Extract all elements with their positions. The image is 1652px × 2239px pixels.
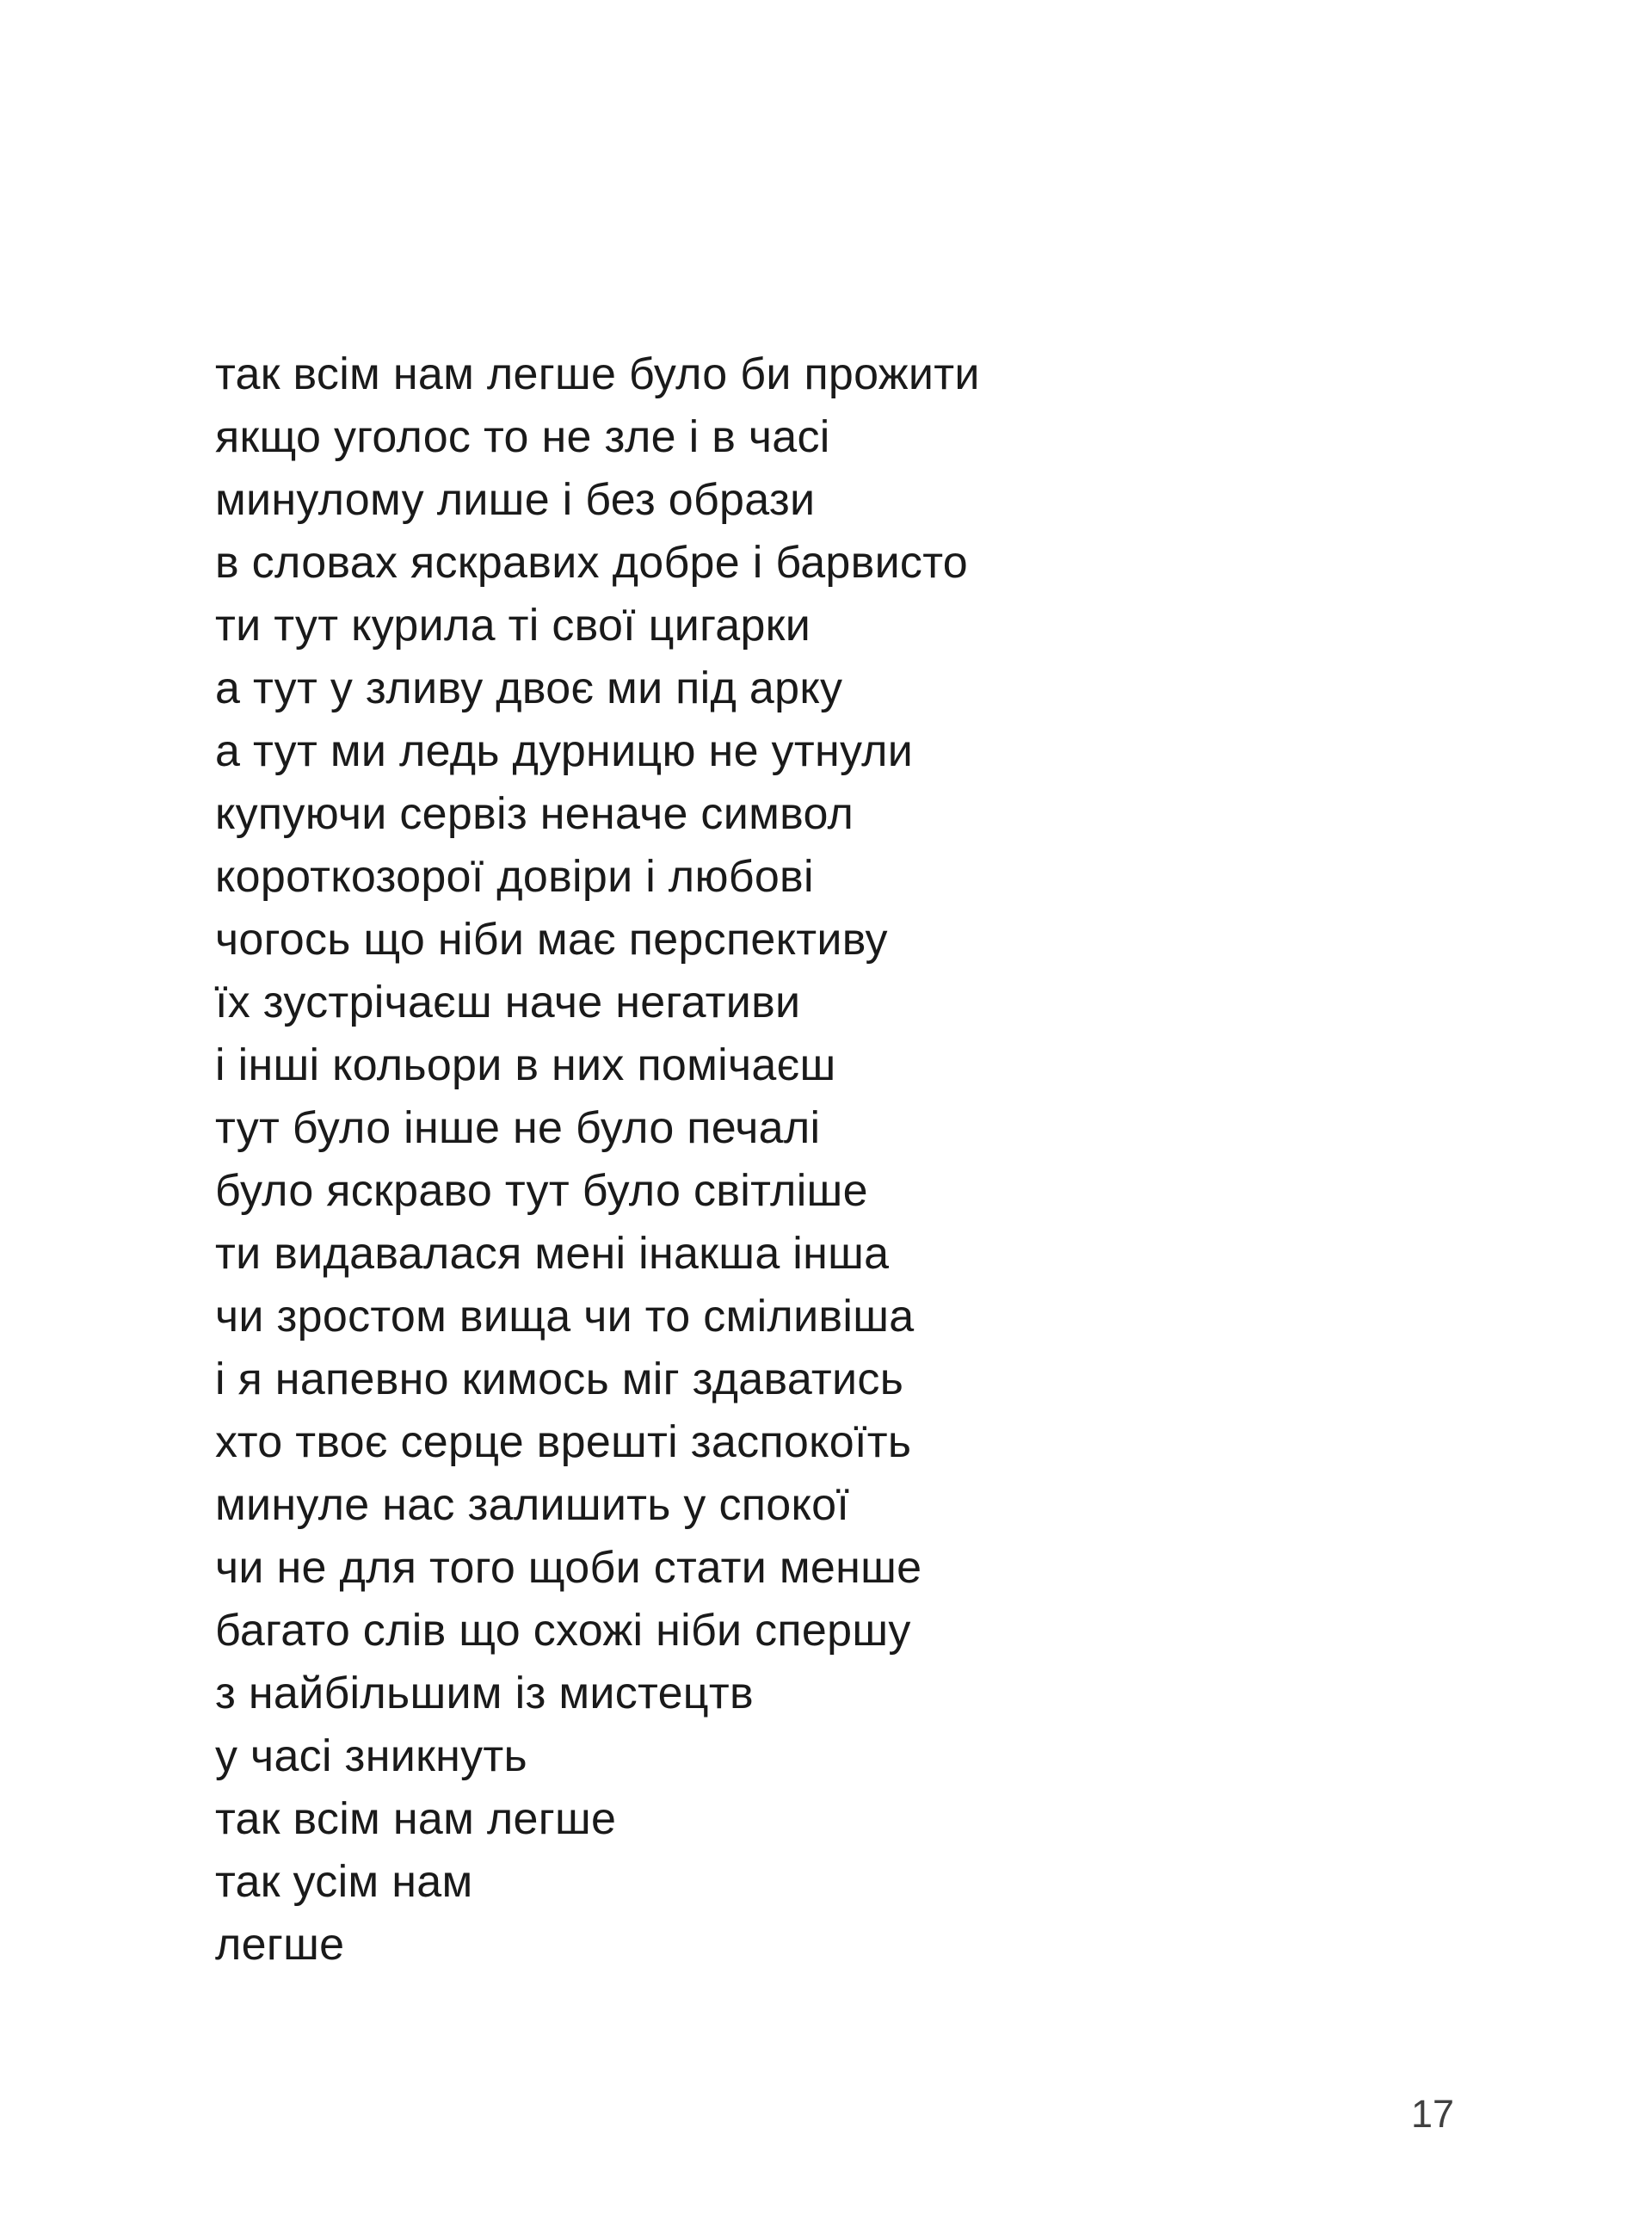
poem-line: а тут у зливу двоє ми під арку [215, 663, 843, 713]
poem-line: у часі зникнуть [215, 1731, 527, 1781]
poem-line: з найбільшим із мистецтв [215, 1668, 754, 1718]
poem-line: минулому лише і без образи [215, 475, 816, 525]
page-number: 17 [1411, 2092, 1455, 2136]
poem-line: ти видавалася мені інакша інша [215, 1229, 890, 1279]
poem-line: так всім нам легше [215, 1794, 617, 1844]
poem-line: в словах яскравих добре і барвисто [215, 538, 968, 588]
poem-text-block [215, 343, 1162, 1977]
poem-line: чи не для того щоби стати менше [215, 1543, 922, 1593]
poem-line: і інші кольори в них помічаєш [215, 1040, 836, 1090]
poem-line: легше [215, 1920, 345, 1970]
poem-line: їх зустрічаєш наче негативи [215, 978, 801, 1027]
poem-line: так всім нам легше було би прожити [215, 349, 980, 399]
poem-line: ти тут курила ті свої цигарки [215, 601, 811, 651]
poem-line: багато слів що схожі ніби спершу [215, 1606, 911, 1656]
poem-line: чогось що ніби має перспективу [215, 915, 888, 965]
poem-line: хто твоє серце врешті заспокоїть [215, 1417, 912, 1467]
poem-line: так усім нам [215, 1857, 473, 1907]
poem-line: чи зростом вища чи то сміливіша [215, 1292, 915, 1342]
poem-line: тут було інше не було печалі [215, 1103, 821, 1153]
poem-line: було яскраво тут було світліше [215, 1166, 868, 1216]
poem-line: а тут ми ледь дурницю не утнули [215, 726, 914, 776]
poem-line: короткозорої довіри і любові [215, 852, 814, 902]
poem-line: минуле нас залишить у спокої [215, 1480, 850, 1530]
poem-line: і я напевно кимось міг здаватись [215, 1354, 904, 1404]
poem-line: якщо уголос то не зле і в часі [215, 412, 830, 462]
poem-line: купуючи сервіз неначе символ [215, 789, 854, 839]
